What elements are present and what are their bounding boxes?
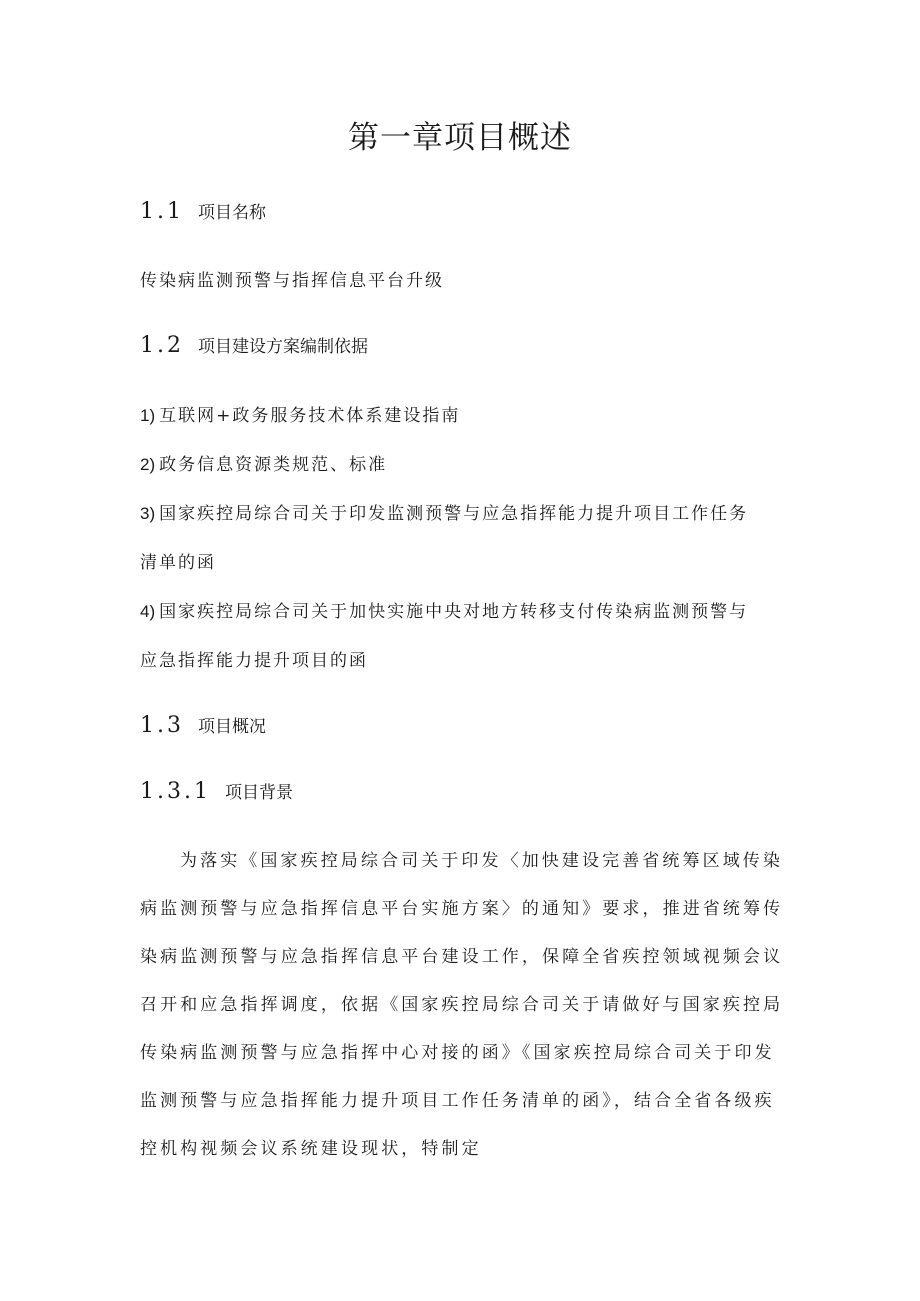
section-number: 1.1 bbox=[140, 199, 184, 224]
basis-item bbox=[140, 597, 748, 622]
paragraph-line: 监测预警与应急指挥能力提升项目工作任务清单的函》，结合全省各级疾 bbox=[140, 1091, 775, 1111]
basis-item bbox=[140, 401, 460, 426]
paragraph-line: 为落实《国家疾控局综合司关于印发〈加快建设完善省统筹区域传染 bbox=[180, 851, 783, 871]
list-marker: 4) bbox=[140, 602, 156, 621]
section-title: 项目背景 bbox=[224, 783, 293, 803]
chapter-title: 第一章项目概述 bbox=[348, 120, 572, 156]
paragraph-line: 传染病监测预警与应急指挥中心对接的函》《国家疾控局综合司关于印发 bbox=[140, 1043, 775, 1063]
basis-item-continued: 清单的函 bbox=[140, 553, 216, 573]
basis-item-continued: 应急指挥能力提升项目的函 bbox=[140, 651, 368, 671]
section-title: 项目名称 bbox=[198, 203, 266, 223]
basis-item bbox=[140, 450, 387, 475]
section-heading-1-3 bbox=[140, 712, 266, 738]
section-number: 1.3.1 bbox=[140, 779, 211, 804]
section-heading-1-1 bbox=[140, 198, 266, 224]
paragraph-line: 染病监测预警与应急指挥信息平台建设工作，保障全省疾控领域视频会议 bbox=[140, 947, 784, 967]
list-item-text: 互联网+政务服务技术体系建设指南 bbox=[159, 406, 461, 426]
basis-item bbox=[140, 499, 748, 524]
section-title: 项目概况 bbox=[198, 717, 266, 737]
list-marker: 2) bbox=[140, 455, 156, 474]
list-marker: 3) bbox=[140, 504, 156, 523]
section-number: 1.3 bbox=[140, 713, 184, 738]
list-marker: 1) bbox=[140, 406, 156, 425]
list-item-text: 国家疾控局综合司关于加快实施中央对地方转移支付传染病监测预警与 bbox=[159, 602, 749, 622]
list-item-text: 国家疾控局综合司关于印发监测预警与应急指挥能力提升项目工作任务 bbox=[159, 504, 749, 524]
section-number: 1.2 bbox=[140, 333, 184, 358]
paragraph-line: 控机构视频会议系统建设现状，特制定 bbox=[140, 1139, 482, 1159]
paragraph-line: 召开和应急指挥调度，依据《国家疾控局综合司关于请做好与国家疾控局 bbox=[140, 995, 784, 1015]
section-heading-1-3-1 bbox=[140, 778, 293, 804]
project-name: 传染病监测预警与指挥信息平台升级 bbox=[140, 271, 444, 291]
section-heading-1-2 bbox=[140, 332, 368, 358]
list-item-text: 政务信息资源类规范、标准 bbox=[159, 455, 388, 475]
section-title: 项目建设方案编制依据 bbox=[198, 337, 368, 357]
paragraph-line: 病监测预警与应急指挥信息平台实施方案〉的通知》要求，推进省统筹传 bbox=[140, 899, 784, 919]
